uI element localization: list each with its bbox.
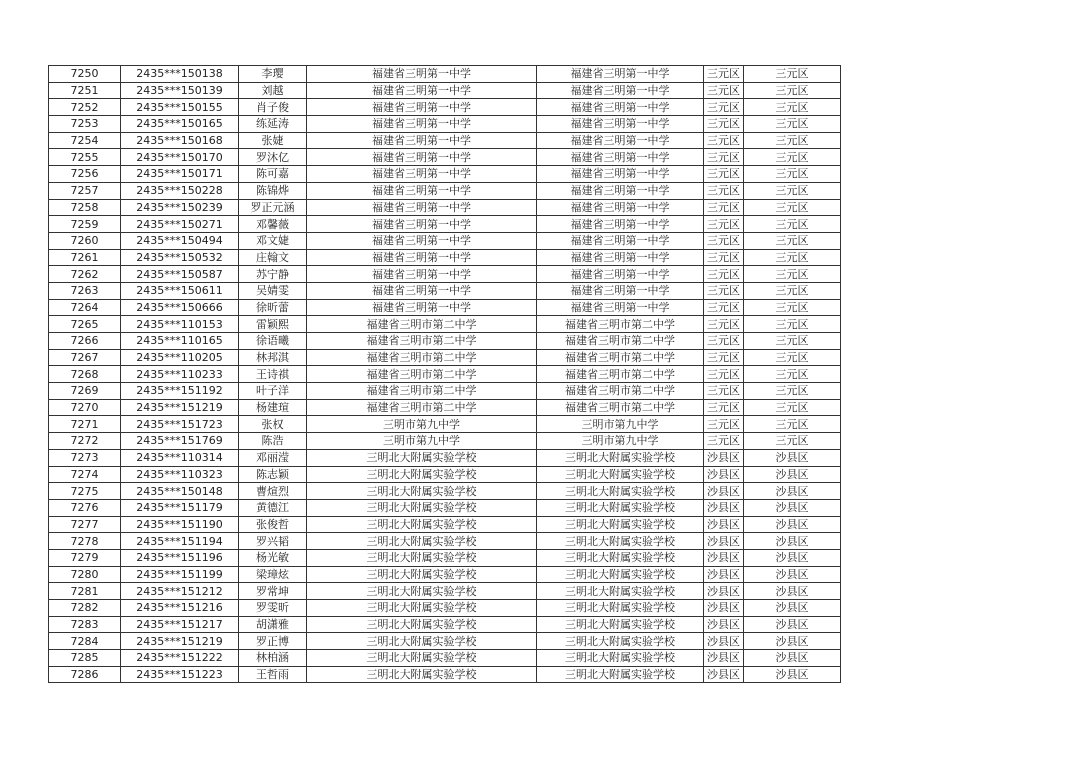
student-name-cell: 王哲雨 (239, 666, 307, 683)
student-name-cell: 曹煊烈 (239, 483, 307, 500)
student-name-cell: 陈浩 (239, 433, 307, 450)
district-cell: 沙县区 (704, 533, 744, 550)
row-number-cell: 7268 (49, 366, 121, 383)
registered-district-cell: 沙县区 (744, 549, 841, 566)
student-name-cell: 罗兴韬 (239, 533, 307, 550)
student-name-cell: 杨建瑄 (239, 399, 307, 416)
table-row (49, 282, 841, 299)
student-name-cell: 陈志颖 (239, 466, 307, 483)
district-cell: 沙县区 (704, 466, 744, 483)
registered-school-cell: 三明北大附属实验学校 (537, 449, 704, 466)
school-cell: 三明北大附属实验学校 (307, 449, 537, 466)
table-row (49, 99, 841, 116)
exam-id-cell: 2435***151179 (121, 499, 239, 516)
table-row (49, 466, 841, 483)
registered-school-cell: 三明北大附属实验学校 (537, 466, 704, 483)
exam-id-cell: 2435***151212 (121, 583, 239, 600)
exam-id-cell: 2435***150611 (121, 282, 239, 299)
registered-school-cell: 三明北大附属实验学校 (537, 549, 704, 566)
school-cell: 福建省三明市第二中学 (307, 383, 537, 400)
district-cell: 沙县区 (704, 666, 744, 683)
student-name-cell: 刘越 (239, 82, 307, 99)
school-cell: 三明北大附属实验学校 (307, 633, 537, 650)
student-name-cell: 邓馨薇 (239, 216, 307, 233)
registered-school-cell: 福建省三明第一中学 (537, 182, 704, 199)
row-number-cell: 7250 (49, 66, 121, 83)
table-row (49, 566, 841, 583)
table-row (49, 583, 841, 600)
table-row (49, 483, 841, 500)
table-row (49, 299, 841, 316)
table-row (49, 399, 841, 416)
registered-school-cell: 福建省三明第一中学 (537, 249, 704, 266)
exam-id-cell: 2435***151196 (121, 549, 239, 566)
student-name-cell: 罗正元涵 (239, 199, 307, 216)
registered-district-cell: 三元区 (744, 99, 841, 116)
registered-school-cell: 福建省三明第一中学 (537, 166, 704, 183)
student-name-cell: 罗常坤 (239, 583, 307, 600)
exam-id-cell: 2435***110233 (121, 366, 239, 383)
exam-id-cell: 2435***150171 (121, 166, 239, 183)
student-name-cell: 罗雯昕 (239, 600, 307, 617)
school-cell: 福建省三明第一中学 (307, 282, 537, 299)
table-row (49, 333, 841, 350)
registered-district-cell: 三元区 (744, 266, 841, 283)
registered-school-cell: 福建省三明第一中学 (537, 282, 704, 299)
school-cell: 三明市第九中学 (307, 416, 537, 433)
student-name-cell: 徐语曦 (239, 333, 307, 350)
registered-school-cell: 福建省三明第一中学 (537, 266, 704, 283)
school-cell: 三明北大附属实验学校 (307, 466, 537, 483)
registered-school-cell: 三明北大附属实验学校 (537, 566, 704, 583)
registered-school-cell: 三明市第九中学 (537, 433, 704, 450)
registered-district-cell: 沙县区 (744, 466, 841, 483)
registered-district-cell: 沙县区 (744, 566, 841, 583)
row-number-cell: 7254 (49, 132, 121, 149)
exam-id-cell: 2435***150165 (121, 116, 239, 133)
row-number-cell: 7285 (49, 650, 121, 667)
student-name-cell: 黄德江 (239, 499, 307, 516)
registered-school-cell: 福建省三明市第二中学 (537, 366, 704, 383)
exam-id-cell: 2435***151219 (121, 633, 239, 650)
student-name-cell: 杨光敏 (239, 549, 307, 566)
registered-district-cell: 三元区 (744, 249, 841, 266)
student-name-cell: 邓丽滢 (239, 449, 307, 466)
registered-school-cell: 福建省三明第一中学 (537, 66, 704, 83)
school-cell: 福建省三明第一中学 (307, 132, 537, 149)
district-cell: 三元区 (704, 249, 744, 266)
registered-district-cell: 沙县区 (744, 533, 841, 550)
row-number-cell: 7274 (49, 466, 121, 483)
exam-id-cell: 2435***150138 (121, 66, 239, 83)
exam-id-cell: 2435***151223 (121, 666, 239, 683)
exam-id-cell: 2435***110165 (121, 333, 239, 350)
school-cell: 福建省三明第一中学 (307, 116, 537, 133)
exam-id-cell: 2435***151769 (121, 433, 239, 450)
registered-school-cell: 三明北大附属实验学校 (537, 616, 704, 633)
registered-district-cell: 沙县区 (744, 516, 841, 533)
student-name-cell: 林邦淇 (239, 349, 307, 366)
school-cell: 三明市第九中学 (307, 433, 537, 450)
row-number-cell: 7260 (49, 232, 121, 249)
exam-id-cell: 2435***151217 (121, 616, 239, 633)
registered-district-cell: 三元区 (744, 149, 841, 166)
district-cell: 沙县区 (704, 483, 744, 500)
district-cell: 沙县区 (704, 633, 744, 650)
district-cell: 沙县区 (704, 650, 744, 667)
school-cell: 三明北大附属实验学校 (307, 583, 537, 600)
district-cell: 三元区 (704, 299, 744, 316)
district-cell: 三元区 (704, 149, 744, 166)
row-number-cell: 7273 (49, 449, 121, 466)
district-cell: 三元区 (704, 349, 744, 366)
student-name-cell: 罗沐亿 (239, 149, 307, 166)
roster-table-body (49, 66, 841, 683)
district-cell: 沙县区 (704, 449, 744, 466)
school-cell: 福建省三明第一中学 (307, 266, 537, 283)
student-name-cell: 练延涛 (239, 116, 307, 133)
table-row (49, 199, 841, 216)
exam-id-cell: 2435***151222 (121, 650, 239, 667)
table-row (49, 433, 841, 450)
school-cell: 福建省三明市第二中学 (307, 349, 537, 366)
exam-id-cell: 2435***151723 (121, 416, 239, 433)
school-cell: 福建省三明第一中学 (307, 149, 537, 166)
student-name-cell: 徐昕蕾 (239, 299, 307, 316)
table-row (49, 316, 841, 333)
district-cell: 三元区 (704, 232, 744, 249)
school-cell: 福建省三明第一中学 (307, 216, 537, 233)
student-name-cell: 罗正博 (239, 633, 307, 650)
table-row (49, 132, 841, 149)
registered-school-cell: 福建省三明第一中学 (537, 99, 704, 116)
exam-id-cell: 2435***151190 (121, 516, 239, 533)
exam-id-cell: 2435***150148 (121, 483, 239, 500)
registered-district-cell: 三元区 (744, 383, 841, 400)
school-cell: 福建省三明市第二中学 (307, 333, 537, 350)
row-number-cell: 7267 (49, 349, 121, 366)
row-number-cell: 7262 (49, 266, 121, 283)
table-row (49, 266, 841, 283)
student-name-cell: 邓文婕 (239, 232, 307, 249)
district-cell: 三元区 (704, 199, 744, 216)
table-row (49, 633, 841, 650)
table-row (49, 616, 841, 633)
school-cell: 三明北大附属实验学校 (307, 566, 537, 583)
row-number-cell: 7272 (49, 433, 121, 450)
registered-district-cell: 三元区 (744, 216, 841, 233)
exam-id-cell: 2435***150271 (121, 216, 239, 233)
district-cell: 三元区 (704, 399, 744, 416)
registered-school-cell: 三明北大附属实验学校 (537, 583, 704, 600)
table-row (49, 182, 841, 199)
registered-district-cell: 三元区 (744, 232, 841, 249)
student-name-cell: 李璎 (239, 66, 307, 83)
exam-id-cell: 2435***110205 (121, 349, 239, 366)
registered-district-cell: 沙县区 (744, 449, 841, 466)
student-name-cell: 胡潇雅 (239, 616, 307, 633)
table-row (49, 232, 841, 249)
registered-school-cell: 三明北大附属实验学校 (537, 666, 704, 683)
district-cell: 沙县区 (704, 583, 744, 600)
exam-id-cell: 2435***150168 (121, 132, 239, 149)
school-cell: 福建省三明第一中学 (307, 66, 537, 83)
exam-id-cell: 2435***150170 (121, 149, 239, 166)
row-number-cell: 7281 (49, 583, 121, 600)
student-name-cell: 梁璋炫 (239, 566, 307, 583)
district-cell: 沙县区 (704, 600, 744, 617)
school-cell: 三明北大附属实验学校 (307, 533, 537, 550)
school-cell: 福建省三明市第二中学 (307, 399, 537, 416)
student-name-cell: 张婕 (239, 132, 307, 149)
district-cell: 三元区 (704, 383, 744, 400)
registered-school-cell: 福建省三明市第二中学 (537, 383, 704, 400)
registered-school-cell: 三明市第九中学 (537, 416, 704, 433)
school-cell: 福建省三明第一中学 (307, 232, 537, 249)
registered-school-cell: 福建省三明市第二中学 (537, 333, 704, 350)
registered-school-cell: 福建省三明第一中学 (537, 132, 704, 149)
registered-district-cell: 三元区 (744, 299, 841, 316)
district-cell: 沙县区 (704, 549, 744, 566)
table-row (49, 549, 841, 566)
exam-id-cell: 2435***151219 (121, 399, 239, 416)
row-number-cell: 7256 (49, 166, 121, 183)
registered-school-cell: 三明北大附属实验学校 (537, 499, 704, 516)
district-cell: 三元区 (704, 216, 744, 233)
school-cell: 福建省三明第一中学 (307, 82, 537, 99)
registered-school-cell: 三明北大附属实验学校 (537, 600, 704, 617)
district-cell: 三元区 (704, 166, 744, 183)
registered-school-cell: 福建省三明第一中学 (537, 82, 704, 99)
school-cell: 福建省三明第一中学 (307, 99, 537, 116)
table-row (49, 416, 841, 433)
district-cell: 三元区 (704, 433, 744, 450)
student-name-cell: 王诗祺 (239, 366, 307, 383)
exam-id-cell: 2435***150139 (121, 82, 239, 99)
registered-district-cell: 三元区 (744, 199, 841, 216)
registered-school-cell: 三明北大附属实验学校 (537, 516, 704, 533)
table-row (49, 66, 841, 83)
registered-school-cell: 三明北大附属实验学校 (537, 650, 704, 667)
row-number-cell: 7258 (49, 199, 121, 216)
registered-district-cell: 三元区 (744, 349, 841, 366)
exam-id-cell: 2435***150587 (121, 266, 239, 283)
school-cell: 三明北大附属实验学校 (307, 499, 537, 516)
row-number-cell: 7271 (49, 416, 121, 433)
district-cell: 三元区 (704, 416, 744, 433)
student-name-cell: 张俊哲 (239, 516, 307, 533)
district-cell: 三元区 (704, 82, 744, 99)
district-cell: 沙县区 (704, 616, 744, 633)
registered-district-cell: 沙县区 (744, 633, 841, 650)
exam-id-cell: 2435***150239 (121, 199, 239, 216)
registered-school-cell: 三明北大附属实验学校 (537, 633, 704, 650)
registered-district-cell: 三元区 (744, 116, 841, 133)
student-name-cell: 张权 (239, 416, 307, 433)
row-number-cell: 7277 (49, 516, 121, 533)
table-row (49, 149, 841, 166)
school-cell: 三明北大附属实验学校 (307, 666, 537, 683)
row-number-cell: 7263 (49, 282, 121, 299)
student-name-cell: 叶子洋 (239, 383, 307, 400)
registered-school-cell: 福建省三明第一中学 (537, 199, 704, 216)
table-row (49, 216, 841, 233)
registered-district-cell: 沙县区 (744, 616, 841, 633)
school-cell: 三明北大附属实验学校 (307, 616, 537, 633)
registered-school-cell: 三明北大附属实验学校 (537, 533, 704, 550)
registered-district-cell: 三元区 (744, 333, 841, 350)
registered-district-cell: 三元区 (744, 399, 841, 416)
registered-district-cell: 三元区 (744, 182, 841, 199)
exam-id-cell: 2435***150155 (121, 99, 239, 116)
exam-id-cell: 2435***110323 (121, 466, 239, 483)
table-row (49, 666, 841, 683)
registered-district-cell: 三元区 (744, 366, 841, 383)
row-number-cell: 7259 (49, 216, 121, 233)
table-row (49, 249, 841, 266)
district-cell: 沙县区 (704, 516, 744, 533)
exam-id-cell: 2435***150532 (121, 249, 239, 266)
district-cell: 三元区 (704, 116, 744, 133)
school-cell: 福建省三明市第二中学 (307, 316, 537, 333)
registered-school-cell: 三明北大附属实验学校 (537, 483, 704, 500)
school-cell: 福建省三明第一中学 (307, 199, 537, 216)
table-row (49, 82, 841, 99)
registered-district-cell: 三元区 (744, 282, 841, 299)
registered-school-cell: 福建省三明市第二中学 (537, 349, 704, 366)
row-number-cell: 7282 (49, 600, 121, 617)
exam-id-cell: 2435***110314 (121, 449, 239, 466)
exam-id-cell: 2435***151194 (121, 533, 239, 550)
registered-district-cell: 沙县区 (744, 499, 841, 516)
registered-district-cell: 三元区 (744, 433, 841, 450)
district-cell: 三元区 (704, 266, 744, 283)
student-name-cell: 陈锦烨 (239, 182, 307, 199)
student-name-cell: 陈可嘉 (239, 166, 307, 183)
school-cell: 三明北大附属实验学校 (307, 483, 537, 500)
row-number-cell: 7253 (49, 116, 121, 133)
registered-school-cell: 福建省三明第一中学 (537, 216, 704, 233)
district-cell: 三元区 (704, 182, 744, 199)
row-number-cell: 7275 (49, 483, 121, 500)
table-row (49, 516, 841, 533)
row-number-cell: 7283 (49, 616, 121, 633)
row-number-cell: 7269 (49, 383, 121, 400)
student-name-cell: 林柏涵 (239, 650, 307, 667)
exam-id-cell: 2435***150666 (121, 299, 239, 316)
registered-district-cell: 三元区 (744, 66, 841, 83)
registered-school-cell: 福建省三明市第二中学 (537, 316, 704, 333)
school-cell: 三明北大附属实验学校 (307, 650, 537, 667)
table-row (49, 600, 841, 617)
table-row (49, 650, 841, 667)
row-number-cell: 7286 (49, 666, 121, 683)
school-cell: 三明北大附属实验学校 (307, 516, 537, 533)
district-cell: 三元区 (704, 99, 744, 116)
school-cell: 福建省三明第一中学 (307, 182, 537, 199)
district-cell: 三元区 (704, 282, 744, 299)
row-number-cell: 7255 (49, 149, 121, 166)
table-row (49, 366, 841, 383)
school-cell: 福建省三明第一中学 (307, 166, 537, 183)
roster-table (48, 65, 841, 683)
district-cell: 沙县区 (704, 566, 744, 583)
row-number-cell: 7278 (49, 533, 121, 550)
row-number-cell: 7284 (49, 633, 121, 650)
registered-district-cell: 三元区 (744, 416, 841, 433)
student-name-cell: 肖子俊 (239, 99, 307, 116)
registered-school-cell: 福建省三明第一中学 (537, 116, 704, 133)
row-number-cell: 7251 (49, 82, 121, 99)
row-number-cell: 7257 (49, 182, 121, 199)
row-number-cell: 7270 (49, 399, 121, 416)
registered-district-cell: 沙县区 (744, 583, 841, 600)
row-number-cell: 7261 (49, 249, 121, 266)
table-row (49, 116, 841, 133)
registered-school-cell: 福建省三明第一中学 (537, 232, 704, 249)
row-number-cell: 7266 (49, 333, 121, 350)
registered-district-cell: 三元区 (744, 82, 841, 99)
table-row (49, 166, 841, 183)
school-cell: 福建省三明第一中学 (307, 299, 537, 316)
table-row (49, 499, 841, 516)
table-row (49, 533, 841, 550)
registered-school-cell: 福建省三明第一中学 (537, 149, 704, 166)
district-cell: 三元区 (704, 366, 744, 383)
student-name-cell: 雷颖熙 (239, 316, 307, 333)
row-number-cell: 7280 (49, 566, 121, 583)
registered-district-cell: 沙县区 (744, 600, 841, 617)
registered-school-cell: 福建省三明市第二中学 (537, 399, 704, 416)
row-number-cell: 7276 (49, 499, 121, 516)
registered-district-cell: 沙县区 (744, 483, 841, 500)
row-number-cell: 7265 (49, 316, 121, 333)
registered-school-cell: 福建省三明第一中学 (537, 299, 704, 316)
exam-id-cell: 2435***150494 (121, 232, 239, 249)
row-number-cell: 7264 (49, 299, 121, 316)
registered-district-cell: 三元区 (744, 166, 841, 183)
district-cell: 三元区 (704, 316, 744, 333)
registered-district-cell: 三元区 (744, 132, 841, 149)
registered-district-cell: 沙县区 (744, 650, 841, 667)
student-name-cell: 苏宁静 (239, 266, 307, 283)
exam-id-cell: 2435***151192 (121, 383, 239, 400)
school-cell: 三明北大附属实验学校 (307, 549, 537, 566)
registered-district-cell: 三元区 (744, 316, 841, 333)
exam-id-cell: 2435***110153 (121, 316, 239, 333)
district-cell: 三元区 (704, 66, 744, 83)
row-number-cell: 7279 (49, 549, 121, 566)
student-name-cell: 吴婧雯 (239, 282, 307, 299)
table-row (49, 449, 841, 466)
exam-id-cell: 2435***151216 (121, 600, 239, 617)
table-row (49, 349, 841, 366)
district-cell: 三元区 (704, 333, 744, 350)
district-cell: 三元区 (704, 132, 744, 149)
school-cell: 福建省三明第一中学 (307, 249, 537, 266)
registered-district-cell: 沙县区 (744, 666, 841, 683)
school-cell: 福建省三明市第二中学 (307, 366, 537, 383)
row-number-cell: 7252 (49, 99, 121, 116)
exam-id-cell: 2435***150228 (121, 182, 239, 199)
table-row (49, 383, 841, 400)
school-cell: 三明北大附属实验学校 (307, 600, 537, 617)
exam-id-cell: 2435***151199 (121, 566, 239, 583)
district-cell: 沙县区 (704, 499, 744, 516)
student-name-cell: 庄翰文 (239, 249, 307, 266)
